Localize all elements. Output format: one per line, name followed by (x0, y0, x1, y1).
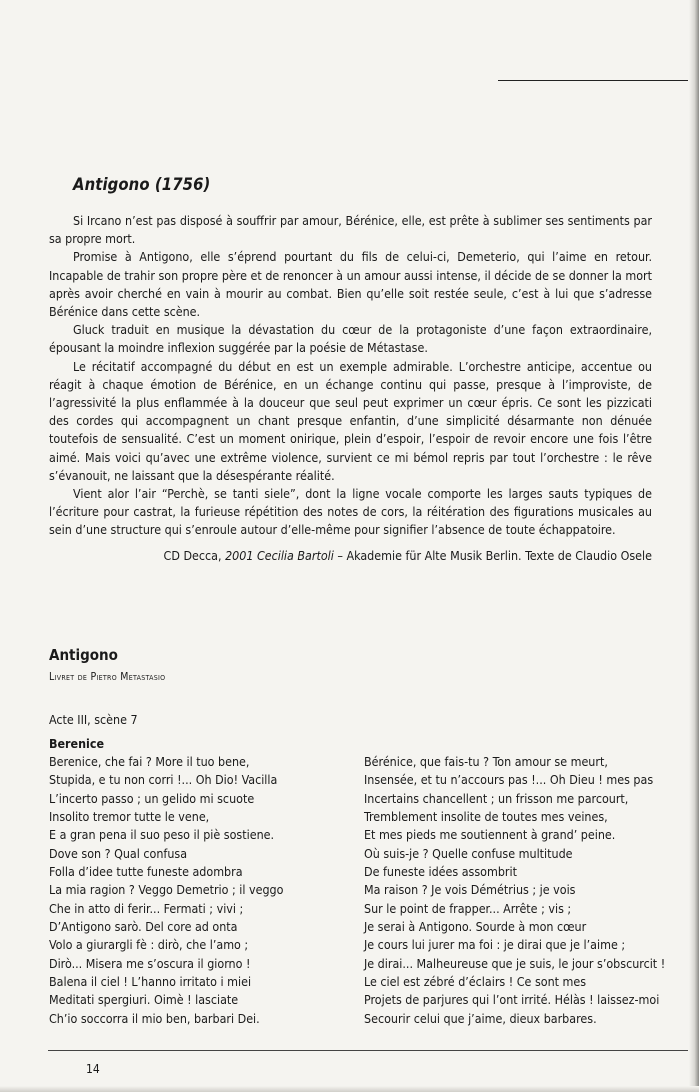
italian-verse-line: Volo a giurargli fè : dirò, che l’amo ; (49, 937, 249, 953)
french-verse-line: Et mes pieds me soutiennent à grand’ peine. (364, 827, 616, 843)
italian-verse-line: D’Antigono sarò. Del core ad onta (49, 919, 238, 935)
header-rule (498, 80, 688, 81)
french-verse-line: Projets de parjures qui l’ont irrité. Hélàs ! laissez-moi (364, 992, 660, 1008)
french-verse-line: Bérénice, que fais-tu ? Ton amour se meurt, (364, 754, 608, 769)
italian-verse-line: Berenice, che fai ? More il tuo bene, (49, 754, 250, 769)
italian-verse-line: L’incerto passo ; un gelido mi scuote (49, 790, 255, 806)
italian-verse-line: E a gran pena il suo peso il piè sostiene. (49, 827, 275, 843)
italian-verse-line: Folla d’idee tutte funeste adombra (49, 864, 243, 880)
italian-verse-line: Dove son ? Qual confusa (49, 845, 188, 861)
italian-verse-line: Stupida, e tu non corri !... Oh Dio! Vacilla (49, 772, 278, 788)
italian-verse-line: Balena il ciel ! L’hanno irritato i miei (49, 974, 252, 990)
italian-verse-line: Dirò... Misera me s’oscura il giorno ! (49, 955, 251, 971)
french-verse-column (364, 753, 689, 1028)
french-verse-line: Incertains chancellent ; un frisson me parcourt, (364, 790, 629, 806)
italian-verse-column (49, 753, 354, 1028)
french-verse-line: Insensée, et tu n’accours pas !... Oh Dieu ! mes pas (364, 772, 654, 788)
essay-paragraph: Gluck traduit en musique la dévastation du cœur de la protagoniste d’une façon extraordinaire, épousant la moindre inflexion suggérée par la poésie de Métastase. (49, 322, 652, 356)
libretto-title: Antigono (49, 646, 118, 664)
french-verse-line: Je cours lui jurer ma foi : je dirai que je l’aime ; (364, 937, 626, 953)
essay-title: Antigono (1756) (73, 175, 211, 194)
page-edge-shadow (689, 0, 699, 1092)
scene-heading: Acte III, scène 7 (49, 712, 138, 727)
page-bottom-shadow (0, 1086, 699, 1092)
recording-credit (49, 547, 652, 565)
french-verse-line: Où suis-je ? Quelle confuse multitude (364, 845, 573, 861)
italian-verse-line: Meditati spergiuri. Oimè ! lasciate (49, 992, 239, 1008)
credit-prefix: CD Decca, (163, 548, 226, 563)
credit-album: 2001 Cecilia Bartoli (225, 548, 334, 563)
french-verse-line: Je dirai... Malheureuse que je suis, le jour s’obscurcit ! (364, 955, 666, 971)
italian-verse-line: La mia ragion ? Veggo Demetrio ; il veggo (49, 882, 284, 898)
essay-paragraph: Vient alor l’air “Perchè, se tanti siele”, dont la ligne vocale comporte les larges sauts typiques de l’écriture pour castrat, la furieuse répétition des notes de cors, la réitération des figurations musicales au sein d’une structure qui s’enroule autour d’elle-même pour signifier l’absence de toute échappatoire. (49, 486, 652, 538)
french-verse-line: Secourir celui que j’aime, dieux barbares. (364, 1010, 597, 1026)
italian-verse-line: Insolito tremor tutte le vene, (49, 809, 210, 825)
librettist-line: Livret de Pietro Metastasio (49, 671, 166, 683)
french-verse-line: De funeste idées assombrit (364, 864, 517, 880)
footer-rule (48, 1050, 688, 1051)
french-verse-line: Tremblement insolite de toutes mes veines, (364, 809, 608, 825)
french-verse-line: Ma raison ? Je vois Démétrius ; je vois (364, 882, 576, 898)
credit-suffix: – Akademie für Alte Musik Berlin. Texte de Claudio Osele (333, 548, 652, 563)
page-number: 14 (86, 1062, 100, 1076)
french-verse-line: Le ciel est zébré d’éclairs ! Ce sont mes (364, 974, 587, 990)
italian-verse-line: Ch’io soccorra il mio ben, barbari Dei. (49, 1010, 260, 1026)
essay-paragraph: Promise à Antigono, elle s’éprend pourtant du fils de celui-ci, Demeterio, qui l’aime en retour. Incapable de trahir son propre père et de renoncer à un amour aussi intense, il décide de se donner la mort après avoir cherché en vain à mourir au combat. Bien qu’elle soit restée seule, c’est à lui que s’adresse Bérénice dans cette scène. (49, 249, 652, 320)
character-name: Berenice (49, 736, 105, 751)
essay-paragraph: Si Ircano n’est pas disposé à souffrir par amour, Bérénice, elle, est prête à sublimer ses sentiments par sa propre mort. (49, 213, 652, 247)
italian-verse-line: Che in atto di ferir... Fermati ; vivi ; (49, 900, 244, 916)
french-verse-line: Je serai à Antigono. Sourde à mon cœur (364, 919, 587, 935)
essay-paragraph: Le récitatif accompagné du début en est un exemple admirable. L’orchestre anticipe, accentue ou réagit à chaque émotion de Bérénice, en un échange continu qui passe, presque à l’improviste, de l’agressivité la plus enflammée à la douceur que seul peut exprimer un cœur épris. Ce sont les pizzicati des cordes qui accompagnent un chant presque enfantin, d’une simplicité désarmante non dénuée toutefois de sensualité. C’est un moment onirique, plein d’espoir, l’espoir de revoir encore une fois l’être aimé. Mais voici qu’avec une extrême violence, survient ce mi bémol repris par tout l’orchestre : le rêve s’évanouit, ne laissant que la désespérante réalité. (49, 358, 652, 483)
french-verse-line: Sur le point de frapper... Arrête ; vis ; (364, 900, 572, 916)
essay-body (49, 212, 652, 540)
